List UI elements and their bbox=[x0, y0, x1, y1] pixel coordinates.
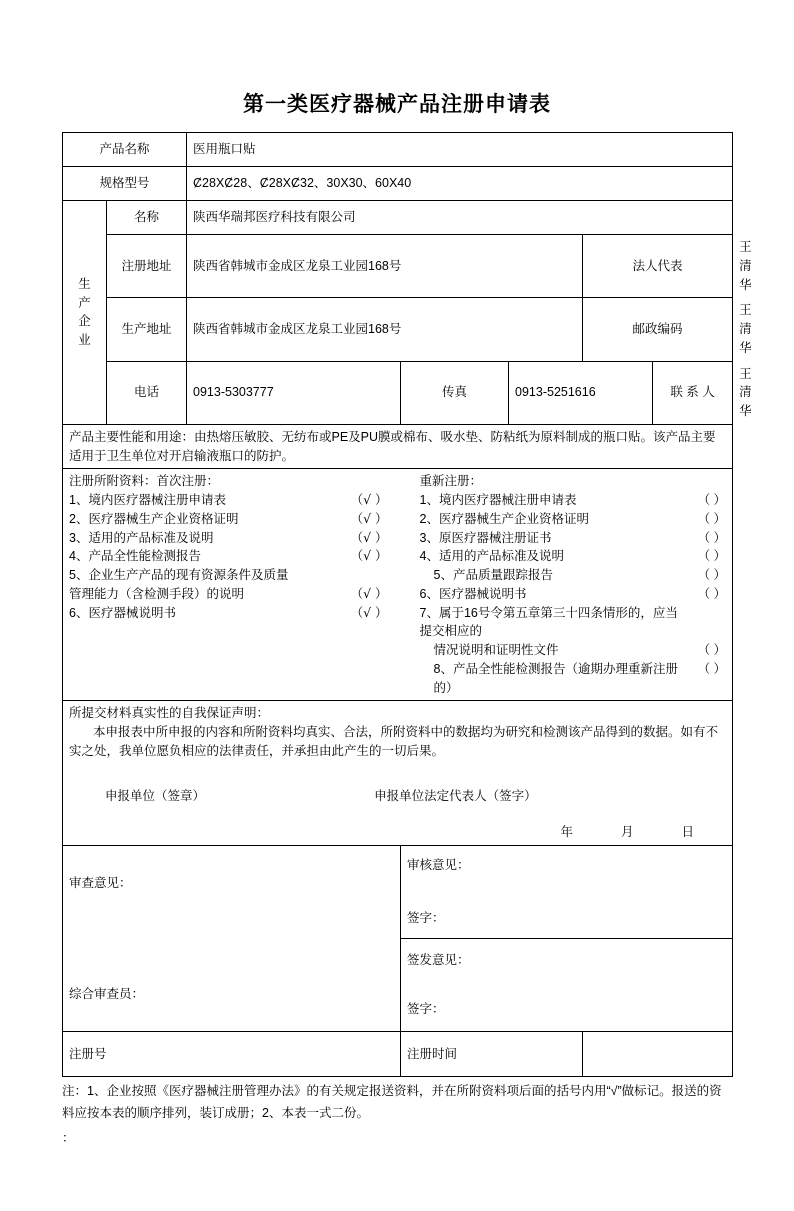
date-row bbox=[69, 823, 726, 842]
prod-address-label bbox=[107, 298, 187, 361]
spec-value: Ȼ28XȻ28、Ȼ28XȻ32、30X30、60X40 bbox=[187, 167, 733, 201]
list-item bbox=[420, 529, 727, 548]
materials-head-left: 注册所附资料：首次注册： bbox=[69, 474, 220, 489]
list-item-label: 6、医疗器械说明书 bbox=[69, 605, 176, 620]
table-row: 注册地址 陕西省韩城市金成区龙泉工业园168号 法人代表 王清华 bbox=[63, 235, 733, 298]
registration-time-value bbox=[583, 1032, 733, 1077]
audit-signature-label: 签字： bbox=[407, 911, 445, 925]
list-item-label: 2、医疗器械生产企业资格证明 bbox=[69, 511, 239, 526]
spec-label: 规格型号 bbox=[63, 167, 187, 201]
checkbox-mark[interactable]: （√ ） bbox=[350, 510, 388, 526]
table-row bbox=[63, 701, 733, 846]
table-row bbox=[63, 167, 733, 201]
checkbox-mark[interactable]: （ ） bbox=[697, 568, 727, 582]
list-item-label: 4、适用的产品标准及说明 bbox=[419, 549, 564, 564]
registration-number-label: 注册号 bbox=[63, 1032, 401, 1077]
date-month-label: 月 bbox=[621, 825, 636, 840]
list-item bbox=[69, 529, 398, 548]
checkbox-mark[interactable]: （√ ） bbox=[350, 604, 388, 620]
list-item-label: 3、适用的产品标准及说明 bbox=[69, 530, 214, 545]
list-item-label: 管理能力（含检测手段）的说明 bbox=[69, 586, 245, 601]
issue-opinion-label: 签发意见： bbox=[407, 953, 470, 968]
manufacturer-vertical-text: 生 产 企 业 bbox=[78, 276, 91, 348]
checkbox-mark[interactable]: （ ） bbox=[697, 661, 727, 676]
list-item bbox=[420, 604, 727, 642]
table-row bbox=[63, 846, 733, 939]
registration-time-label: 注册时间 bbox=[401, 1032, 583, 1077]
list-item bbox=[420, 510, 727, 529]
reg-address-value: 陕西省韩城市金成区龙泉工业园168号 bbox=[187, 235, 583, 298]
materials-columns bbox=[69, 491, 726, 697]
materials-headers bbox=[69, 472, 726, 491]
checkbox-mark[interactable]: （√ ） bbox=[350, 529, 388, 545]
table-row bbox=[63, 469, 733, 701]
declaration-title: 所提交材料真实性的自我保证声明： bbox=[69, 706, 270, 721]
fax-label: 传真 bbox=[401, 361, 509, 424]
list-item bbox=[420, 641, 727, 660]
footnote-secondary: ： bbox=[62, 1131, 75, 1145]
checkbox-mark[interactable]: （ ） bbox=[697, 493, 727, 507]
list-item bbox=[420, 547, 727, 566]
tel-value: 0913-5303777 bbox=[187, 361, 401, 424]
checkbox-mark[interactable]: （ ） bbox=[697, 643, 727, 657]
list-item bbox=[420, 660, 727, 698]
footnote: 注：1、企业按照《医疗器械注册管理办法》的有关规定报送资料，并在所附资料项后面的括号内用“√”做标记。报送的资料应按本表的顺序排列，装订成册；2、本表一式二份。 bbox=[62, 1084, 722, 1120]
checkbox-mark[interactable]: （ ） bbox=[697, 530, 727, 545]
document-page bbox=[0, 88, 794, 1211]
legal-rep-signature-label: 申报单位法定代表人（签字） bbox=[374, 788, 537, 803]
list-item-label: 6、医疗器械说明书 bbox=[419, 586, 527, 601]
company-name-label: 名称 bbox=[107, 201, 187, 235]
table-row: 生产地址 陕西省韩城市金成区龙泉工业园168号 邮政编码 王清华 bbox=[63, 298, 733, 361]
list-item bbox=[69, 510, 398, 529]
fax-value: 0913-5251616 bbox=[509, 361, 653, 424]
materials-first-registration-list bbox=[69, 491, 398, 697]
list-item-label: 情况说明和证明性文件 bbox=[433, 643, 559, 657]
tel-label: 电话 bbox=[107, 361, 187, 424]
prod-address-label-text: 生产地址 bbox=[121, 322, 172, 336]
product-name-value: 医用瓶口贴 bbox=[187, 133, 733, 167]
page-title: 第一类医疗器械产品注册申请表 bbox=[243, 92, 551, 116]
list-item bbox=[69, 566, 398, 585]
list-item-label: 8、产品全性能检测报告（逾期办理重新注册的） bbox=[433, 661, 678, 695]
checkbox-mark[interactable]: （ ） bbox=[697, 549, 727, 564]
table-row bbox=[63, 201, 733, 235]
manufacturer-vertical-label bbox=[63, 201, 107, 425]
contact-label: 联 系 人 bbox=[653, 361, 733, 424]
postcode-label: 邮政编码 bbox=[583, 298, 733, 361]
examine-opinion-label: 审查意见： bbox=[69, 875, 132, 890]
reg-address-label: 注册地址 bbox=[107, 235, 187, 298]
materials-section bbox=[63, 469, 733, 701]
company-name-value: 陕西华瑞邦医疗科技有限公司 bbox=[187, 201, 733, 235]
list-item-label: 5、企业生产产品的现有资源条件及质量 bbox=[69, 568, 289, 582]
materials-re-registration-list bbox=[398, 491, 727, 697]
table-row bbox=[63, 1032, 733, 1077]
legal-rep-label: 法人代表 bbox=[583, 235, 733, 298]
list-item-label: 2、医疗器械生产企业资格证明 bbox=[419, 511, 589, 526]
audit-opinion-label: 审核意见： bbox=[407, 858, 470, 873]
list-item bbox=[420, 491, 727, 510]
declaration-section bbox=[63, 701, 733, 846]
audit-opinion-cell bbox=[401, 846, 733, 939]
table-row bbox=[63, 133, 733, 167]
product-name-label: 产品名称 bbox=[63, 133, 187, 167]
comprehensive-reviewer-label: 综合审查员： bbox=[69, 986, 145, 1001]
list-item-label: 3、原医疗器械注册证书 bbox=[419, 530, 552, 545]
date-day-label: 日 bbox=[681, 825, 697, 840]
table-row bbox=[63, 424, 733, 469]
list-item bbox=[69, 491, 398, 510]
checkbox-mark[interactable]: （√ ） bbox=[350, 548, 388, 564]
list-item-label: 1、境内医疗器械注册申请表 bbox=[419, 493, 577, 507]
applicant-seal-label: 申报单位（签章） bbox=[105, 788, 206, 803]
signature-row bbox=[69, 787, 726, 806]
declaration-body: 本申报表中所申报的内容和所附资料均真实、合法，所附资料中的数据均为研究和检测该产品得到的数据。如有不实之处，我单位愿负相应的法律责任，并承担由此产生的一切后果。 bbox=[69, 725, 719, 758]
checkbox-mark[interactable]: （ ） bbox=[697, 511, 727, 526]
product-description: 产品主要性能和用途：由热熔压敏胶、无纺布或PE及PU膜或棉布、吸水垫、防粘纸为原料制成的瓶口贴。该产品主要适用于卫生单位对开启输液瓶口的防护。 bbox=[63, 424, 733, 469]
checkbox-mark[interactable]: （√ ） bbox=[350, 585, 388, 601]
list-item-label: 7、属于16号令第五章第三十四条情形的，应当提交相应的 bbox=[419, 605, 678, 639]
table-row: 电话 0913-5303777 传真 0913-5251616 联 系 人 王清华 bbox=[63, 361, 733, 424]
prod-address-value: 陕西省韩城市金成区龙泉工业园168号 bbox=[187, 298, 583, 361]
list-item bbox=[69, 547, 398, 566]
issue-signature-label: 签字： bbox=[407, 1002, 445, 1016]
registration-form-table bbox=[62, 132, 752, 1077]
examine-opinion-cell bbox=[63, 846, 401, 1032]
list-item-label: 5、产品质量跟踪报告 bbox=[433, 568, 553, 582]
checkbox-mark[interactable]: （√ ） bbox=[350, 492, 388, 507]
issue-opinion-cell bbox=[401, 939, 733, 1032]
list-item bbox=[420, 566, 727, 585]
date-year-label: 年 bbox=[560, 825, 576, 840]
list-item bbox=[69, 604, 398, 623]
list-item-label: 4、产品全性能检测报告 bbox=[69, 549, 201, 564]
checkbox-mark[interactable]: （ ） bbox=[697, 586, 727, 601]
list-item-label: 1、境内医疗器械注册申请表 bbox=[69, 493, 226, 507]
list-item bbox=[420, 585, 727, 604]
materials-head-right: 重新注册： bbox=[419, 474, 483, 489]
list-item bbox=[69, 585, 398, 604]
